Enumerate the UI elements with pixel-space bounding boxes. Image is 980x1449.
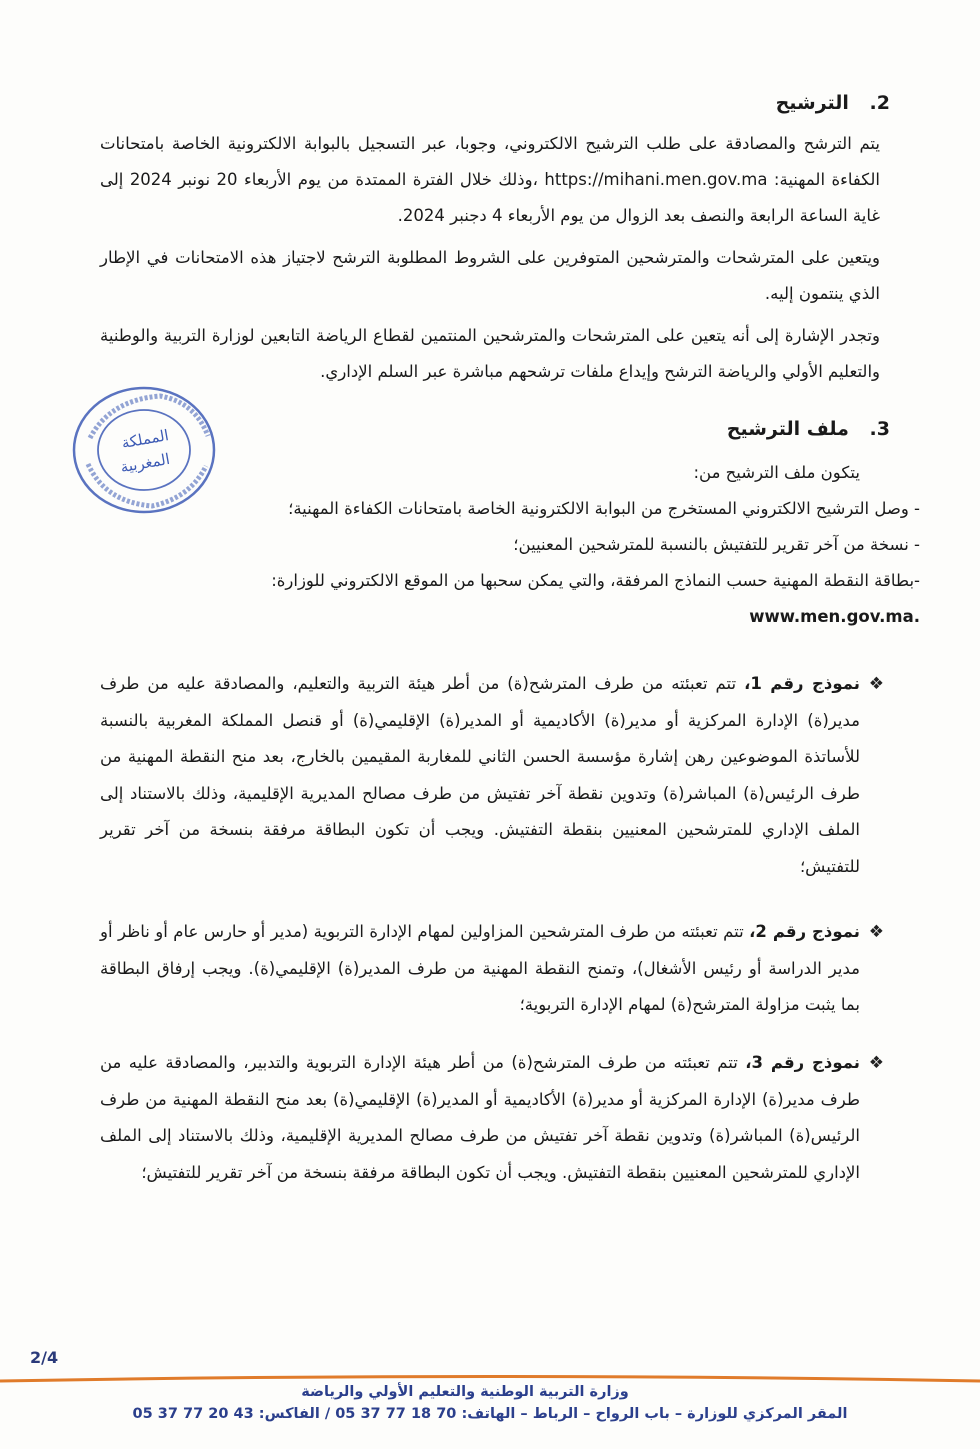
model-2-label: نموذج رقم 2، [749,922,860,941]
section-2-number: 2. [869,92,890,114]
model-1-block [100,666,884,885]
diamond-bullet-icon: ❖ [868,1053,884,1073]
section-2-paragraph-3: وتجدر الإشارة إلى أنه يتعين على المترشحات والمترشحين المنتمين لقطاع الرياضة التابعين لوزارة التربية والوطنية والتعليم الأولي والرياضة الترشح وإيداع ملفات ترشحهم مباشرة عبر السلم الإداري. [100,326,880,381]
section-2-paragraph-1: يتم الترشح والمصادقة على طلب الترشيح الالكتروني، وجوبا، عبر التسجيل بالبوابة الالكترونية الخاصة بامتحانات الكفاءة المهنية: https://mihani.men.gov.ma ،وذلك خلال الفترة الممتدة من يوم الأربعاء 20 نونبر 2024 إلى غاية الساعة الرابعة والنصف بعد الزوال من يوم الأربعاء 4 دجنبر 2024. [100,134,880,225]
section-3-intro-text: يتكون ملف الترشيح من: [693,463,860,482]
model-3-block [100,1045,884,1191]
model-1-label: نموذج رقم 1، [744,674,860,693]
section-3-number: 3. [869,418,890,440]
section-2-body-2 [100,240,880,312]
stamp-line-2: المغربية [119,449,172,477]
list-item: -بطاقة النقطة المهنية حسب النماذج المرفقة، والتي يمكن سحبها من الموقع الالكتروني للوزارة: [271,571,920,590]
ministry-website [70,599,920,635]
ministry-website-link: www.men.gov.ma. [749,607,920,626]
model-2-block [100,914,884,1024]
section-3-heading [727,418,890,440]
model-3-text: تتم تعبئته من طرف المترشح(ة) من أطر هيئة الإدارة التربوية والتدبير، والمصادقة عليه من طرف مدير(ة) الإدارة المركزية أو مدير(ة) الأكاديمية أو المدير(ة) الإقليمي(ة) بعد منح النقطة المهنية من طرف الرئيس(ة) المباشر(ة) وتدوين نقطة آخر تفتيش من طرف مصالح المديرية الإقليمية، وذلك بالاستناد إلى الملف الإداري للمترشحين المعنيين بنقطة التفتيش. ويجب أن تكون البطاقة مرفقة بنسخة من آخر تقرير للتفتيش؛ [100,1053,860,1182]
footer-divider [0,1374,980,1384]
section-2-heading [776,92,890,114]
diamond-bullet-icon: ❖ [868,674,884,694]
page-number: 2/4 [30,1348,59,1367]
footer-ministry-name: وزارة التربية الوطنية والتعليم الأولي والرياضة [301,1384,629,1400]
list-item: - وصل الترشيح الالكتروني المستخرج من البوابة الالكترونية الخاصة بامتحانات الكفاءة المهنية؛ [288,499,920,518]
list-item: - نسخة من آخر تقرير للتفتيش بالنسبة للمترشحين المعنيين؛ [513,535,920,554]
section-2-body [100,126,880,234]
section-3-title: ملف الترشيح [726,418,849,440]
stamp-line-1: المملكة [120,426,171,453]
model-2-text: تتم تعبئته من طرف المترشحين المزاولين لمهام الإدارة التربوية (مدير أو حارس عام أو ناظر أو مدير الدراسة أو رئيس الأشغال)، وتمنح النقطة المهنية من طرف المدير(ة) الإقليمي(ة). ويجب إرفاق البطاقة بما يثبت مزاولة المترشح(ة) لمهام الإدارة التربوية؛ [100,922,860,1014]
footer-address: المقر المركزي للوزارة – باب الرواح – الرباط – الهاتف: 70 18 77 37 05 / الفاكس: 43 20 77 37 05 [132,1406,848,1422]
section-3-intro [70,455,860,491]
section-2-paragraph-2: ويتعين على المترشحات والمترشحين المتوفرين على الشروط المطلوبة الترشح لاجتياز هذه الامتحانات في الإطار الذي ينتمون إليه. [100,248,880,303]
section-3-items [70,491,920,635]
model-3-label: نموذج رقم 3، [745,1053,860,1072]
model-1-text: تتم تعبئته من طرف المترشح(ة) من أطر هيئة التربية والتعليم، والمصادقة عليه من طرف مدير(ة) الإدارة المركزية أو مدير(ة) الأكاديمية أو المدير(ة) الإقليمي(ة) أو قنصل المملكة المغربية بالنسبة للأساتذة الموضوعين رهن إشارة مؤسسة الحسن الثاني للمغاربة المقيمين بالخارج، بعد منح النقطة المهنية من طرف الرئيس(ة) المباشر(ة) وتدوين نقطة آخر تفتيش من طرف مصالح المديرية الإقليمية، وذلك بالاستناد إلى الملف الإداري للمترشحين المعنيين بنقطة التفتيش. ويجب أن تكون البطاقة مرفقة بنسخة من آخر تقرير للتفتيش؛ [100,674,860,876]
section-2-title: الترشيح [775,92,849,114]
diamond-bullet-icon: ❖ [868,922,884,942]
